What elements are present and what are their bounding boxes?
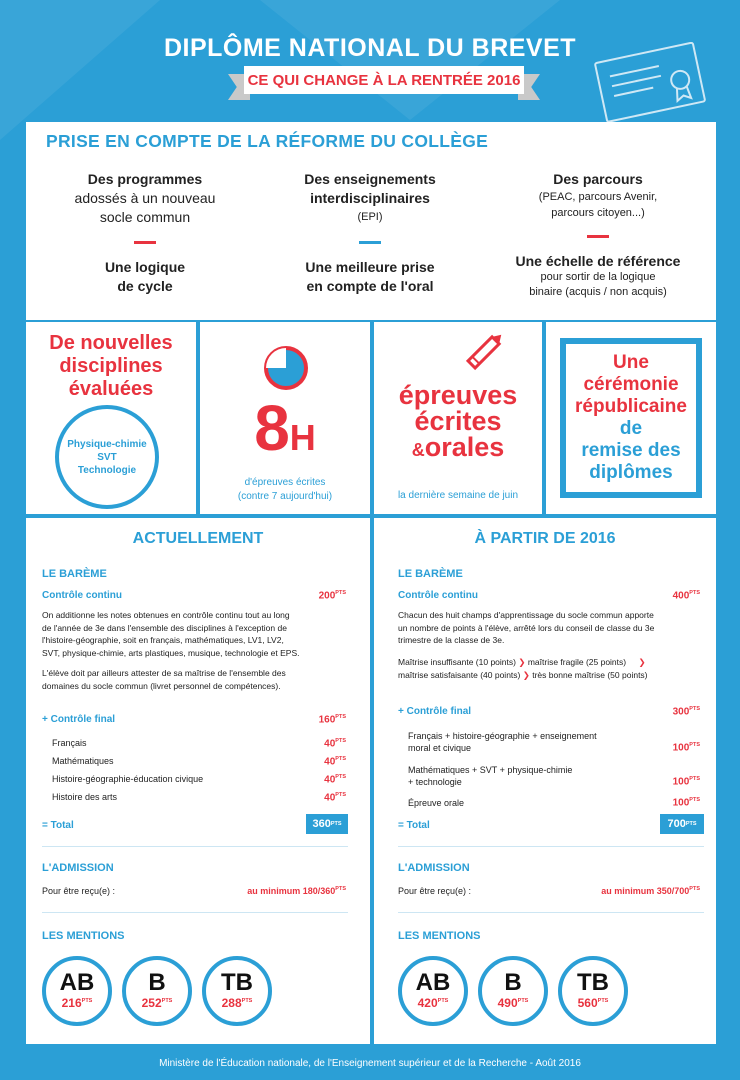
right-item-1 bbox=[408, 730, 597, 754]
right-item-2-line-1: Mathématiques + SVT + physique-chimie bbox=[408, 765, 573, 775]
separator-dash bbox=[134, 241, 156, 244]
exams-line-3: orales bbox=[424, 432, 505, 462]
mention-points bbox=[402, 996, 464, 1010]
right-item-3-points bbox=[650, 797, 700, 808]
col3-bottom-3: binaire (acquis / non acquis) bbox=[529, 286, 667, 298]
pts-unit: PTS bbox=[689, 886, 700, 892]
right-cc-label: Contrôle continu bbox=[398, 590, 478, 601]
level-4: très bonne maîtrise (50 points) bbox=[532, 670, 648, 680]
reform-title: PRISE EN COMPTE DE LA RÉFORME DU COLLÈGE bbox=[46, 131, 489, 151]
mention-tb-right bbox=[558, 956, 628, 1026]
pts-unit: PTS bbox=[689, 706, 700, 712]
level-1: Maîtrise insuffisante (10 points) bbox=[398, 657, 516, 667]
col1-bottom-2: de cycle bbox=[117, 278, 173, 294]
col3-top-2: (PEAC, parcours Avenir, bbox=[538, 191, 658, 203]
left-admission: L'ADMISSION bbox=[42, 862, 114, 874]
mention-points bbox=[562, 996, 624, 1010]
pts-unit: PTS bbox=[689, 797, 700, 803]
subtitle-ribbon: CE QUI CHANGE À LA RENTRÉE 2016 bbox=[244, 66, 524, 94]
exams-title bbox=[374, 382, 542, 463]
right-cf-points bbox=[650, 706, 700, 717]
left-cc-text-4: SVT, physique-chimie, arts plastiques, musique, technologie et EPS. bbox=[42, 647, 300, 658]
left-item-points bbox=[296, 756, 346, 767]
right-cc-text bbox=[398, 609, 708, 647]
right-adm-value-text: au minimum 350/700 bbox=[601, 886, 690, 896]
exams-amp: & bbox=[411, 440, 425, 460]
arrow-icon: ❯ bbox=[518, 657, 526, 667]
pts-unit: PTS bbox=[335, 774, 346, 780]
hours-value bbox=[200, 388, 370, 486]
right-item-2-points bbox=[650, 776, 700, 787]
pts-unit: PTS bbox=[689, 776, 700, 782]
ceremony-line-2: cérémonie bbox=[583, 374, 679, 395]
right-cf-pts-value: 300 bbox=[672, 706, 690, 718]
right-total-label: = Total bbox=[398, 820, 430, 831]
reform-col-2 bbox=[280, 170, 460, 296]
left-total-box bbox=[306, 814, 348, 834]
divider-line bbox=[42, 846, 348, 847]
right-item-2 bbox=[408, 764, 572, 788]
right-levels bbox=[398, 656, 708, 682]
ceremony-text bbox=[560, 352, 702, 484]
mention-code: B bbox=[504, 969, 522, 996]
right-admission: L'ADMISSION bbox=[398, 862, 470, 874]
right-item-pts-value: 100 bbox=[672, 776, 690, 788]
hours-unit: H bbox=[289, 417, 316, 458]
exams-line-2: écrites bbox=[414, 406, 502, 436]
left-item-pts-value: 40 bbox=[324, 756, 336, 768]
left-cc-points bbox=[296, 590, 346, 601]
left-cc-text-1: On additionne les notes obtenues en contrôle continu tout au long bbox=[42, 610, 290, 620]
col1-top-2: adossés à un nouveau bbox=[74, 190, 216, 206]
col1-top-3: socle commun bbox=[99, 209, 191, 225]
hours-caption-1: d'épreuves écrites bbox=[244, 477, 326, 488]
mention-points bbox=[46, 996, 108, 1010]
mention-ab-left bbox=[42, 956, 112, 1026]
right-total-value: 700 bbox=[667, 818, 686, 830]
ceremony-line-3: républicaine bbox=[575, 396, 687, 417]
left-item-points bbox=[296, 738, 346, 749]
mention-tb-left bbox=[202, 956, 272, 1026]
pts-unit: PTS bbox=[335, 756, 346, 762]
tile1-line-2: disciplines bbox=[59, 355, 163, 377]
divider-line bbox=[398, 912, 704, 913]
pts-unit: PTS bbox=[437, 998, 449, 1004]
right-bareme: LE BARÈME bbox=[398, 568, 463, 580]
right-cc-text-3: trimestre de la classe de 3e. bbox=[398, 635, 505, 645]
pts-unit: PTS bbox=[689, 742, 700, 748]
hours-caption-2: (contre 7 aujourd'hui) bbox=[237, 491, 333, 502]
tile1-line-3: évaluées bbox=[68, 378, 154, 400]
col2-top-1: Des enseignements bbox=[304, 171, 436, 187]
discipline-1: Physique-chimie bbox=[67, 438, 147, 450]
left-cc-pts-value: 200 bbox=[318, 590, 336, 602]
exams-caption: la dernière semaine de juin bbox=[397, 490, 519, 501]
col2-bottom-2: en compte de l'oral bbox=[306, 278, 434, 294]
left-mentions: LES MENTIONS bbox=[42, 930, 125, 942]
mention-pts-value: 560 bbox=[577, 996, 598, 1010]
right-total-box bbox=[660, 814, 704, 834]
col2-top-3: (EPI) bbox=[357, 211, 383, 223]
mention-code: B bbox=[148, 969, 166, 996]
mention-ab-right bbox=[398, 956, 468, 1026]
ceremony-line-5: remise des bbox=[581, 440, 681, 461]
right-item-1-points bbox=[650, 742, 700, 753]
right-item-pts-value: 100 bbox=[672, 797, 690, 809]
left-total-value: 360 bbox=[312, 818, 331, 830]
reform-col-3 bbox=[500, 170, 696, 300]
pts-unit: PTS bbox=[597, 998, 609, 1004]
mention-pts-value: 490 bbox=[497, 996, 518, 1010]
left-item-points bbox=[296, 792, 346, 803]
mention-pts-value: 252 bbox=[141, 996, 162, 1010]
left-adm-value bbox=[200, 886, 346, 896]
col3-top-1: Des parcours bbox=[553, 171, 643, 187]
mention-code: AB bbox=[415, 969, 451, 996]
arrow-icon: ❯ bbox=[522, 670, 530, 680]
ceremony-line-6: diplômes bbox=[589, 462, 673, 483]
right-cc-pts-value: 400 bbox=[672, 590, 690, 602]
right-mentions: LES MENTIONS bbox=[398, 930, 481, 942]
right-cc-text-1: Chacun des huit champs d'apprentissage du socle commun apporte bbox=[398, 610, 654, 620]
ceremony-line-1: Une bbox=[613, 352, 649, 373]
clock-icon bbox=[262, 344, 310, 392]
mention-b-left bbox=[122, 956, 192, 1026]
left-item-label: Français bbox=[52, 738, 87, 748]
reform-col-1 bbox=[60, 170, 230, 296]
hours-caption bbox=[200, 476, 370, 504]
left-title: ACTUELLEMENT bbox=[132, 530, 264, 547]
left-cc-label: Contrôle continu bbox=[42, 590, 122, 601]
pts-unit: PTS bbox=[161, 998, 173, 1004]
left-cc-text-2: de l'année de 3e dans l'ensemble des disciplines à l'exception de bbox=[42, 622, 287, 633]
left-cf-label: + Contrôle final bbox=[42, 714, 116, 725]
right-adm-label: Pour être reçu(e) : bbox=[398, 886, 472, 896]
tile1-title bbox=[26, 332, 196, 401]
pts-unit: PTS bbox=[335, 714, 346, 720]
right-item-3: Épreuve orale bbox=[408, 798, 465, 808]
arrow-icon: ❯ bbox=[638, 657, 646, 667]
col3-bottom-2: pour sortir de la logique bbox=[540, 271, 656, 283]
mention-points bbox=[482, 996, 544, 1010]
left-bareme: LE BARÈME bbox=[42, 568, 107, 580]
left-adm-value-text: au minimum 180/360 bbox=[247, 886, 336, 896]
mention-points bbox=[126, 996, 188, 1010]
left-cc-text-3: l'histoire-géographie, soit en français, mathématiques, LV1, LV2, bbox=[42, 635, 284, 645]
left-cc-text-6: domaines du socle commun (livret personnel de compétences). bbox=[42, 680, 281, 691]
col2-bottom-1: Une meilleure prise bbox=[305, 259, 435, 275]
tile1-line-1: De nouvelles bbox=[49, 332, 173, 354]
right-item-pts-value: 100 bbox=[672, 742, 690, 754]
col3-top-3: parcours citoyen...) bbox=[551, 207, 645, 219]
right-item-1-line-2: moral et civique bbox=[408, 743, 472, 753]
divider-line bbox=[42, 912, 348, 913]
left-item-points bbox=[296, 774, 346, 785]
mention-code: TB bbox=[221, 969, 253, 996]
left-item-pts-value: 40 bbox=[324, 774, 336, 786]
pts-unit: PTS bbox=[685, 821, 697, 827]
pts-unit: PTS bbox=[335, 792, 346, 798]
hours-number: 8 bbox=[254, 392, 290, 464]
level-3: maîtrise satisfaisante (40 points) bbox=[398, 670, 521, 680]
right-title: À PARTIR DE 2016 bbox=[474, 530, 616, 547]
mention-code: AB bbox=[59, 969, 95, 996]
pts-unit: PTS bbox=[335, 738, 346, 744]
left-total-label: = Total bbox=[42, 820, 74, 831]
separator-dash bbox=[359, 241, 381, 244]
disciplines-circle bbox=[55, 405, 159, 509]
pts-unit: PTS bbox=[689, 590, 700, 596]
left-adm-label: Pour être reçu(e) : bbox=[42, 886, 116, 896]
bg-shape bbox=[0, 0, 160, 140]
right-item-2-line-2: + technologie bbox=[408, 777, 462, 787]
footer: Ministère de l'Éducation nationale, de l'Enseignement supérieur et de la Recherche - Août 2016 bbox=[159, 1058, 581, 1069]
divider-line bbox=[398, 846, 704, 847]
right-cc-points bbox=[650, 590, 700, 601]
pencil-icon bbox=[460, 326, 510, 376]
col2-top-2: interdisciplinaires bbox=[310, 190, 430, 206]
mention-b-right bbox=[478, 956, 548, 1026]
separator-dash bbox=[587, 235, 609, 238]
exams-line-1: épreuves bbox=[398, 380, 518, 410]
right-cf-label: + Contrôle final bbox=[398, 706, 472, 717]
left-item-label: Mathématiques bbox=[52, 756, 114, 766]
page-title: DIPLÔME NATIONAL DU BREVET bbox=[163, 34, 577, 62]
pts-unit: PTS bbox=[517, 998, 529, 1004]
left-cc-text bbox=[42, 609, 362, 692]
left-cf-pts-value: 160 bbox=[318, 714, 336, 726]
mention-points bbox=[206, 996, 268, 1010]
col3-bottom-1: Une échelle de référence bbox=[515, 253, 681, 269]
pts-unit: PTS bbox=[335, 590, 346, 596]
pts-unit: PTS bbox=[330, 821, 342, 827]
pts-unit: PTS bbox=[335, 886, 346, 892]
right-cc-text-2: un nombre de points à l'élève, arrêté lors du conseil de classe du 3e bbox=[398, 622, 655, 633]
mention-pts-value: 420 bbox=[417, 996, 438, 1010]
level-2: maîtrise fragile (25 points) bbox=[527, 657, 627, 667]
right-adm-value bbox=[554, 886, 700, 896]
mention-code: TB bbox=[577, 969, 609, 996]
mention-pts-value: 288 bbox=[221, 996, 242, 1010]
pts-unit: PTS bbox=[81, 998, 93, 1004]
pts-unit: PTS bbox=[241, 998, 253, 1004]
mention-pts-value: 216 bbox=[61, 996, 82, 1010]
ceremony-line-4: de bbox=[619, 418, 643, 439]
left-cf-points bbox=[296, 714, 346, 725]
left-item-pts-value: 40 bbox=[324, 792, 336, 804]
left-item-pts-value: 40 bbox=[324, 738, 336, 750]
left-cc-text-5: L'élève doit par ailleurs attester de sa maîtrise de l'ensemble des bbox=[42, 668, 286, 678]
discipline-2: SVT bbox=[97, 451, 117, 463]
col1-top-1: Des programmes bbox=[87, 171, 203, 187]
left-item-label: Histoire des arts bbox=[52, 792, 118, 802]
left-item-label: Histoire-géographie-éducation civique bbox=[52, 774, 204, 784]
discipline-3: Technologie bbox=[77, 464, 137, 476]
right-item-1-line-1: Français + histoire-géographie + enseignement bbox=[408, 731, 597, 741]
col1-bottom-1: Une logique bbox=[104, 259, 186, 275]
